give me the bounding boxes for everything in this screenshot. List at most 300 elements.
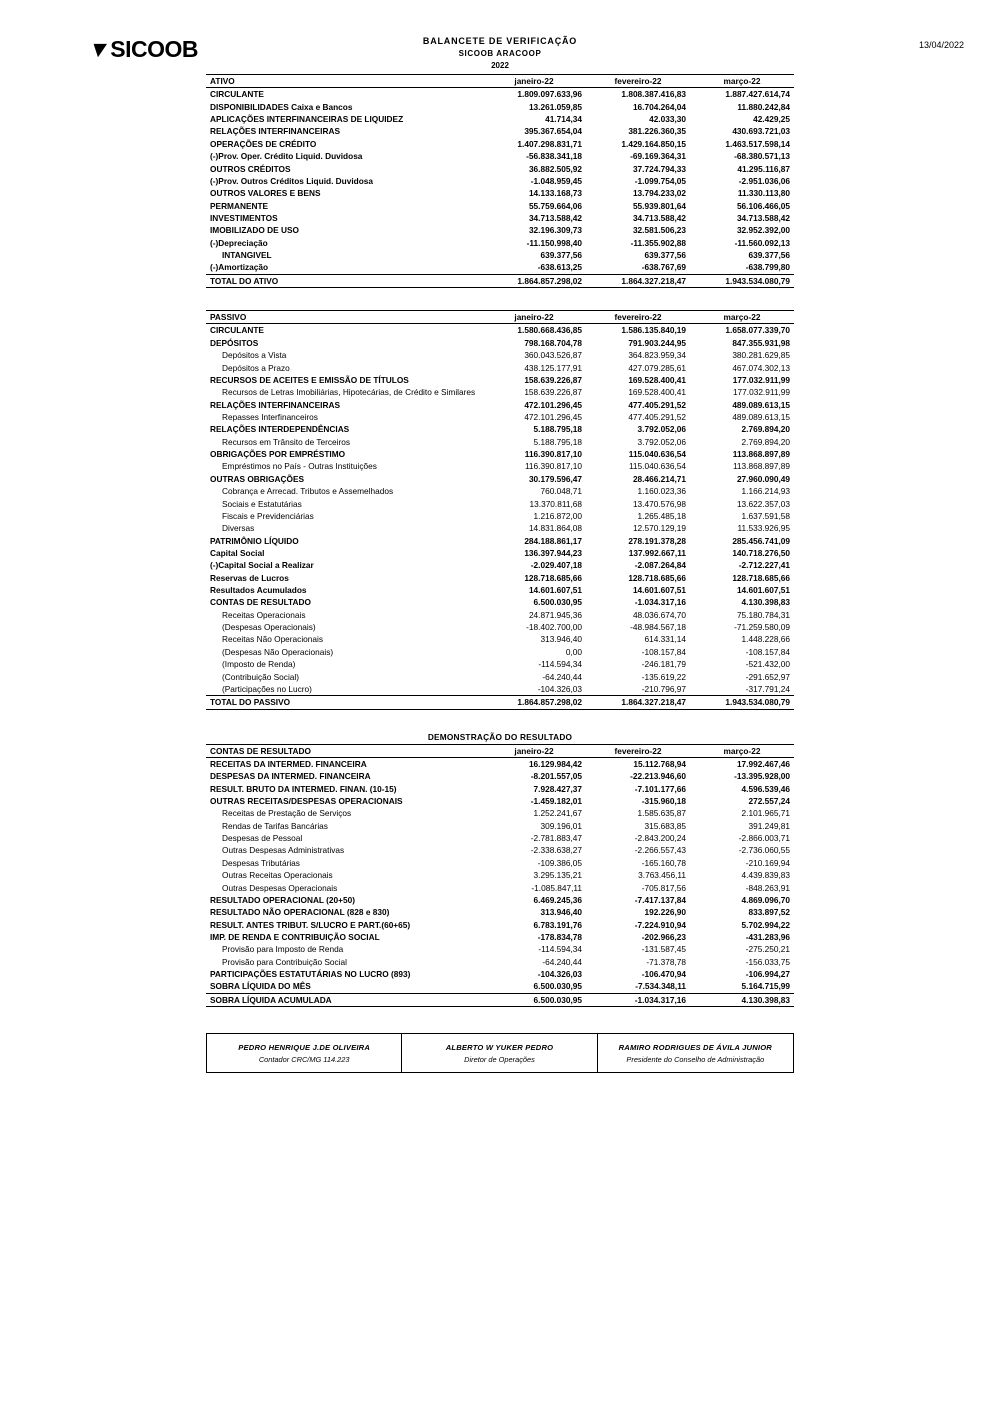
row-label: (-)Amortização	[210, 262, 269, 273]
row-value: -106.470,94	[641, 969, 686, 980]
row-value: 1.887.427.614,74	[725, 89, 790, 100]
document-date: 13/04/2022	[918, 40, 964, 50]
row-label: INTANGIVEL	[222, 250, 272, 261]
table-row	[206, 943, 794, 955]
table-row	[206, 374, 794, 386]
row-label: Receitas Não Operacionais	[222, 634, 323, 645]
row-value: 1.463.517.598,14	[725, 138, 790, 149]
row-value: 113.868.897,89	[732, 461, 790, 472]
row-value: 284.188.861,17	[524, 535, 582, 546]
row-value: 614.331,14	[644, 634, 686, 645]
row-value: 472.101.296,45	[524, 399, 582, 410]
row-value: -11.355.902,88	[630, 237, 686, 248]
row-value: 169.528.400,41	[628, 374, 686, 385]
row-value: -68.380.571,13	[734, 151, 790, 162]
row-label: Recursos em Trânsito de Terceiros	[222, 436, 351, 447]
row-value: -2.736.060,55	[738, 845, 790, 856]
row-label: Capital Social	[210, 547, 265, 558]
table-row	[206, 894, 794, 906]
row-value: 13.261.059,85	[528, 101, 582, 112]
row-value: -275.250,21	[745, 944, 790, 955]
table-row	[206, 101, 794, 113]
ativo-table	[206, 74, 794, 288]
row-value: 4.596.539,46	[741, 783, 790, 794]
row-value: -13.395.928,00	[734, 771, 790, 782]
row-value: 27.960.090,49	[736, 473, 790, 484]
row-label: Outras Despesas Administrativas	[222, 845, 345, 856]
row-value: -56.838.341,18	[526, 151, 582, 162]
table-row	[206, 535, 794, 547]
table-row	[206, 200, 794, 212]
signature-cell	[598, 1034, 793, 1072]
row-label: Cobrança e Arrecad. Tributos e Assemelhados	[222, 486, 394, 497]
row-value: 136.397.944,23	[524, 547, 582, 558]
row-label: OUTROS VALORES E BENS	[210, 188, 321, 199]
table-row	[206, 807, 794, 819]
row-label: Rendas de Tarifas Bancárias	[222, 820, 328, 831]
row-value: -71.259.580,09	[734, 622, 790, 633]
row-value: -705.817,56	[641, 882, 686, 893]
column-header-period: março-22	[690, 311, 794, 324]
row-value: 158.639.226,87	[524, 387, 582, 398]
row-label: Receitas Operacionais	[222, 609, 306, 620]
row-label: Provisão para Contribuição Social	[222, 956, 347, 967]
row-value: 32.581.506,23	[632, 225, 686, 236]
total-label: SOBRA LÍQUIDA ACUMULADA	[206, 993, 482, 1006]
row-value: 1.580.668.436,85	[517, 325, 582, 336]
total-label: TOTAL DO ATIVO	[206, 274, 482, 287]
table-row	[206, 498, 794, 510]
row-label: (-)Capital Social a Realizar	[210, 560, 314, 571]
row-label: Despesas de Pessoal	[222, 833, 303, 844]
table-row	[206, 399, 794, 411]
row-value: 2.769.894,20	[741, 436, 790, 447]
row-label: PATRIMÔNIO LÍQUIDO	[210, 535, 299, 546]
row-value: 34.713.588,42	[632, 212, 686, 223]
row-value: 639.377,56	[644, 250, 686, 261]
table-row	[206, 609, 794, 621]
row-label: (Participações no Lucro)	[222, 683, 312, 694]
row-label: (Contribuição Social)	[222, 671, 300, 682]
row-value: 380.281.629,85	[732, 350, 790, 361]
row-value: 7.928.427,37	[533, 783, 582, 794]
table-row	[206, 968, 794, 980]
row-value: 472.101.296,45	[524, 411, 582, 422]
row-value: -64.240,44	[542, 956, 582, 967]
total-value: 1.943.534.080,79	[690, 274, 794, 287]
table-row	[206, 572, 794, 584]
row-value: 1.637.591,58	[741, 510, 790, 521]
table-row	[206, 559, 794, 571]
row-label: (-)Prov. Oper. Crédito Liquid. Duvidosa	[210, 151, 363, 162]
table-row	[206, 187, 794, 199]
row-value: 16.704.264,04	[632, 101, 686, 112]
row-label: (-)Prov. Outros Créditos Liquid. Duvidosa	[210, 175, 374, 186]
row-value: 177.032.911,99	[732, 387, 790, 398]
table-row	[206, 919, 794, 931]
table-row	[206, 436, 794, 448]
row-label: Depósitos a Prazo	[222, 362, 290, 373]
row-value: 489.089.613,15	[732, 399, 790, 410]
row-value: 1.586.135.840,19	[621, 325, 686, 336]
row-label: IMP. DE RENDA E CONTRIBUIÇÃO SOCIAL	[210, 932, 380, 942]
row-value: 438.125.177,91	[524, 362, 582, 373]
row-label: INVESTIMENTOS	[210, 212, 278, 223]
row-value: 1.252.241,67	[533, 808, 582, 819]
row-value: -638.613,25	[537, 262, 582, 273]
row-value: 1.265.485,18	[637, 510, 686, 521]
table-row	[206, 906, 794, 918]
table-row	[206, 473, 794, 485]
row-value: -1.034.317,16	[634, 597, 686, 608]
row-label: SOBRA LÍQUIDA DO MÊS	[210, 981, 311, 992]
table-row	[206, 349, 794, 361]
table-row	[206, 547, 794, 559]
row-label: Outras Despesas Operacionais	[222, 882, 338, 893]
row-value: 15.112.768,94	[633, 758, 686, 769]
column-header-period: fevereiro-22	[586, 311, 690, 324]
table-row	[206, 249, 794, 261]
column-header-label: ATIVO	[206, 75, 482, 88]
row-label: Depósitos a Vista	[222, 350, 287, 361]
row-value: -104.326,03	[537, 683, 582, 694]
row-value: 360.043.526,87	[524, 350, 582, 361]
table-row	[206, 882, 794, 894]
row-value: 4.439.839,83	[741, 870, 790, 881]
row-label: CIRCULANTE	[210, 89, 264, 100]
row-value: 364.823.959,34	[628, 350, 686, 361]
row-value: 177.032.911,99	[732, 374, 790, 385]
row-value: -2.087.264,84	[634, 560, 686, 571]
table-row	[206, 832, 794, 844]
row-label: DEPÓSITOS	[210, 337, 259, 348]
row-value: 1.809.097.633,96	[517, 89, 582, 100]
row-value: 3.295.135,21	[533, 870, 582, 881]
row-value: 13.370.811,68	[529, 498, 582, 509]
column-header-label: CONTAS DE RESULTADO	[206, 744, 482, 757]
row-value: -104.326,03	[537, 969, 582, 980]
row-value: -317.791,24	[745, 683, 790, 694]
row-value: 1.160.023,36	[637, 486, 686, 497]
logo-text: SICOOB	[110, 36, 198, 62]
row-label: OUTRAS OBRIGAÇÕES	[210, 473, 305, 484]
ativo-section	[206, 74, 794, 288]
row-value: 14.601.607,51	[632, 585, 686, 596]
row-value: 1.585.635,87	[637, 808, 686, 819]
total-value: 6.500.030,95	[482, 993, 586, 1006]
table-row	[206, 820, 794, 832]
table-header-row	[206, 311, 794, 324]
row-value: 11.880.242,84	[737, 101, 790, 112]
row-value: -178.834,78	[537, 932, 582, 942]
table-row	[206, 88, 794, 101]
total-value: 1.864.327.218,47	[586, 274, 690, 287]
signature-block	[206, 1033, 794, 1073]
row-value: 32.196.309,73	[528, 225, 582, 236]
table-row	[206, 584, 794, 596]
title-block	[0, 36, 1000, 70]
row-value: 313.946,40	[540, 634, 582, 645]
row-value: 760.048,71	[540, 486, 582, 497]
table-row	[206, 337, 794, 349]
signatory-name: RAMIRO RODRIGUES DE ÁVILA JUNIOR	[618, 1043, 772, 1053]
table-total-row	[206, 993, 794, 1006]
row-value: -7.417.137,84	[634, 894, 686, 905]
table-row	[206, 175, 794, 187]
row-label: Outras Receitas Operacionais	[222, 870, 333, 881]
table-row	[206, 386, 794, 398]
row-value: 41.714,34	[545, 114, 582, 125]
row-value: 833.897,52	[748, 907, 790, 918]
document-header	[0, 0, 1000, 74]
table-row	[206, 212, 794, 224]
row-value: 1.658.077.339,70	[725, 325, 790, 336]
row-value: -7.101.177,66	[634, 783, 686, 794]
row-label: RECEITAS DA INTERMED. FINANCEIRA	[210, 758, 367, 769]
row-value: -2.266.557,43	[634, 845, 686, 856]
row-value: 32.952.392,00	[736, 225, 790, 236]
row-value: 1.429.164.850,15	[621, 138, 686, 149]
table-row	[206, 237, 794, 249]
row-value: 1.808.387.416,83	[621, 89, 686, 100]
row-value: 489.089.613,15	[732, 411, 790, 422]
row-value: 0,00	[565, 646, 582, 657]
row-value: 158.639.226,87	[524, 374, 582, 385]
row-value: 5.188.795,18	[533, 424, 582, 435]
row-value: 36.882.505,92	[528, 163, 582, 174]
row-label: (Despesas Não Operacionais)	[222, 646, 334, 657]
row-label: OPERAÇÕES DE CRÉDITO	[210, 138, 317, 149]
row-value: -156.033,75	[745, 956, 790, 967]
table-row	[206, 460, 794, 472]
row-value: -108.157,84	[641, 646, 686, 657]
row-value: 75.180.784,31	[736, 609, 790, 620]
row-label: RESULT. BRUTO DA INTERMED. FINAN. (10-15)	[210, 783, 397, 794]
signatory-role: Diretor de Operações	[464, 1055, 535, 1065]
row-value: -2.951.036,06	[738, 175, 790, 186]
signature-cell	[207, 1034, 402, 1072]
row-value: 116.390.817,10	[524, 449, 582, 460]
document-year: 2022	[491, 61, 509, 70]
row-value: 24.871.945,36	[528, 609, 582, 620]
row-value: 639.377,56	[748, 250, 790, 261]
document-title: BALANCETE DE VERIFICAÇÃO	[422, 36, 578, 46]
logo-mark-icon: ▼	[85, 36, 113, 62]
table-row	[206, 522, 794, 534]
total-value: 1.864.857.298,02	[482, 274, 586, 287]
table-total-row	[206, 696, 794, 709]
row-label: PERMANENTE	[210, 200, 269, 211]
row-value: -521.432,00	[745, 659, 790, 670]
row-value: 847.355.931,98	[732, 337, 790, 348]
table-row	[206, 224, 794, 236]
row-value: -638.799,80	[745, 262, 790, 273]
row-label: RESULT. ANTES TRIBUT. S/LUCRO E PART.(60+65)	[210, 919, 411, 930]
row-value: 3.763.456,11	[638, 870, 686, 881]
row-value: -135.619,22	[641, 671, 686, 682]
row-value: 28.466.214,71	[632, 473, 686, 484]
row-label: Fiscais e Previdenciárias	[222, 510, 314, 521]
row-label: Empréstimos no País - Outras Instituições	[222, 461, 377, 472]
row-label: Diversas	[222, 523, 255, 534]
table-row	[206, 869, 794, 881]
row-value: 285.456.741,09	[732, 535, 790, 546]
row-label: CONTAS DE RESULTADO	[210, 597, 311, 608]
row-value: 42.429,25	[753, 114, 790, 125]
row-value: 3.792.052,06	[637, 424, 686, 435]
total-value: 1.864.327.218,47	[586, 696, 690, 709]
column-header-label: PASSIVO	[206, 311, 482, 324]
row-value: -210.169,94	[745, 857, 790, 868]
row-label: IMOBILIZADO DE USO	[210, 225, 299, 236]
row-label: PARTICIPAÇÕES ESTATUTÁRIAS NO LUCRO (893)	[210, 969, 411, 980]
table-header-row	[206, 744, 794, 757]
table-row	[206, 138, 794, 150]
row-label: Receitas de Prestação de Serviços	[222, 808, 352, 819]
row-value: 41.295.116,87	[737, 163, 790, 174]
row-value: 313.946,40	[540, 907, 582, 918]
row-value: -8.201.557,05	[530, 771, 582, 782]
row-value: -165.160,78	[641, 857, 686, 868]
row-label: DESPESAS DA INTERMED. FINANCEIRA	[210, 771, 371, 782]
table-row	[206, 510, 794, 522]
row-value: 272.557,24	[748, 796, 790, 807]
table-row	[206, 596, 794, 608]
row-value: 6.469.245,36	[533, 894, 582, 905]
signatory-role: Presidente do Conselho de Administração	[626, 1055, 765, 1065]
row-value: 6.500.030,95	[533, 597, 582, 608]
total-value: 1.943.534.080,79	[690, 696, 794, 709]
table-row	[206, 757, 794, 770]
row-label: Resultados Acumulados	[210, 585, 307, 596]
row-label: (Imposto de Renda)	[222, 659, 296, 670]
row-value: -2.843.200,24	[634, 833, 686, 844]
table-row	[206, 163, 794, 175]
row-value: 309.196,01	[540, 820, 582, 831]
row-label: Provisão para Imposto de Renda	[222, 944, 344, 955]
total-value: 4.130.398,83	[690, 993, 794, 1006]
row-label: RESULTADO OPERACIONAL (20+50)	[210, 894, 355, 905]
table-row	[206, 770, 794, 782]
row-value: 56.106.466,05	[736, 200, 790, 211]
row-label: RELAÇÕES INTERFINANCEIRAS	[210, 126, 340, 137]
table-row	[206, 646, 794, 658]
column-header-period: janeiro-22	[482, 75, 586, 88]
table-row	[206, 683, 794, 696]
row-value: -2.029.407,18	[530, 560, 582, 571]
row-value: 639.377,56	[540, 250, 582, 261]
row-value: 137.992.667,11	[628, 547, 686, 558]
signatory-name: PEDRO HENRIQUE J.DE OLIVEIRA	[238, 1043, 371, 1053]
row-value: -109.386,05	[537, 857, 582, 868]
row-value: -210.796,97	[641, 683, 686, 694]
row-label: RECURSOS DE ACEITES E EMISSÃO DE TÍTULOS	[210, 374, 409, 385]
row-value: 2.769.894,20	[741, 424, 790, 435]
row-label: (Despesas Operacionais)	[222, 622, 316, 633]
row-value: 55.759.664,06	[528, 200, 582, 211]
row-value: 6.500.030,95	[533, 981, 582, 992]
row-value: 1.448.228,66	[741, 634, 790, 645]
row-value: 798.168.704,78	[524, 337, 582, 348]
table-row	[206, 621, 794, 633]
row-label: RESULTADO NÃO OPERACIONAL (828 e 830)	[210, 907, 390, 918]
row-value: 17.992.467,46	[736, 758, 790, 769]
row-value: 169.528.400,41	[628, 387, 686, 398]
row-label: Recursos de Letras Imobiliárias, Hipotecárias, de Crédito e Similares	[222, 387, 476, 398]
row-value: 1.166.214,93	[741, 486, 790, 497]
row-value: 381.226.360,35	[628, 126, 686, 137]
table-row	[206, 795, 794, 807]
passivo-section	[206, 310, 794, 710]
row-value: 16.129.984,42	[528, 758, 582, 769]
row-value: 4.130.398,83	[741, 597, 790, 608]
dre-caption: DEMONSTRAÇÃO DO RESULTADO	[427, 731, 573, 742]
row-label: DISPONIBILIDADES Caixa e Bancos	[210, 101, 353, 112]
row-value: -431.283,96	[745, 932, 790, 942]
row-value: 6.783.191,76	[533, 919, 582, 930]
row-value: 5.702.994,22	[741, 919, 790, 930]
row-label: APLICAÇÕES INTERFINANCEIRAS DE LIQUIDEZ	[210, 114, 404, 125]
row-value: 791.903.244,95	[628, 337, 686, 348]
row-value: -106.994,27	[745, 969, 790, 980]
row-value: 14.133.168,73	[528, 188, 582, 199]
row-value: 42.033,30	[649, 114, 686, 125]
row-value: -11.150.998,40	[526, 237, 582, 248]
row-label: RELAÇÕES INTERFINANCEIRAS	[210, 399, 340, 410]
row-value: -11.560.092,13	[734, 237, 790, 248]
row-value: 391.249,81	[748, 820, 790, 831]
column-header-period: janeiro-22	[482, 311, 586, 324]
row-label: CIRCULANTE	[210, 325, 264, 336]
row-value: -848.263,91	[745, 882, 790, 893]
total-value: 1.864.857.298,02	[482, 696, 586, 709]
row-value: 13.470.576,98	[632, 498, 686, 509]
row-value: -315.960,18	[641, 796, 686, 807]
row-value: 315.683,85	[644, 820, 686, 831]
row-value: 5.164.715,99	[741, 981, 790, 992]
row-label: OUTRAS RECEITAS/DESPESAS OPERACIONAIS	[210, 796, 403, 807]
column-header-period: fevereiro-22	[586, 744, 690, 757]
row-value: -48.984.567,18	[630, 622, 686, 633]
row-value: 4.869.096,70	[741, 894, 790, 905]
row-label: Sociais e Estatutárias	[222, 498, 302, 509]
row-value: 278.191.378,28	[628, 535, 686, 546]
row-value: -246.181,79	[641, 659, 686, 670]
row-value: 11.533.926,95	[737, 523, 790, 534]
row-value: 116.390.817,10	[524, 461, 582, 472]
row-value: -7.224.910,94	[634, 919, 686, 930]
row-value: 34.713.588,42	[736, 212, 790, 223]
table-row	[206, 658, 794, 670]
row-label: OUTROS CRÉDITOS	[210, 163, 291, 174]
row-value: 13.622.357,03	[736, 498, 790, 509]
row-value: -1.459.182,01	[530, 796, 582, 807]
row-value: -69.169.364,31	[630, 151, 686, 162]
row-value: 192.226,90	[644, 907, 686, 918]
row-value: 34.713.588,42	[528, 212, 582, 223]
row-label: (-)Depreciação	[210, 237, 268, 248]
table-row	[206, 633, 794, 645]
passivo-table	[206, 310, 794, 710]
row-value: -2.781.883,47	[530, 833, 582, 844]
row-value: -7.534.348,11	[635, 981, 686, 992]
table-row	[206, 844, 794, 856]
row-value: -114.594,34	[538, 944, 582, 955]
row-value: 37.724.794,33	[632, 163, 686, 174]
row-value: 12.570.129,19	[632, 523, 686, 534]
dre-section	[206, 744, 794, 1008]
row-value: 115.040.636,54	[628, 449, 686, 460]
